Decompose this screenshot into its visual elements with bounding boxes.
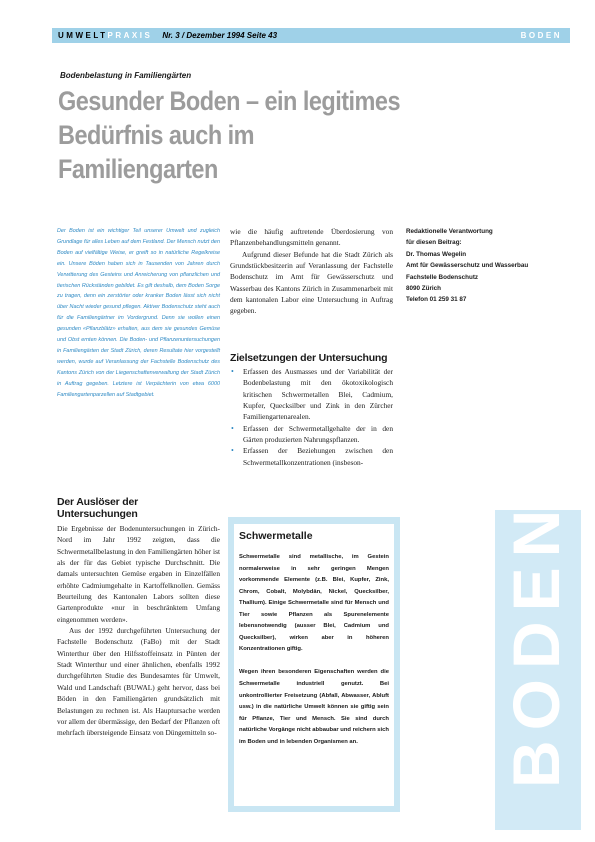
goals-list bbox=[230, 366, 393, 468]
editorial-credits bbox=[406, 226, 556, 306]
info-paragraph: Schwermetalle sind metallische, im Gestein normalerweise in sehr geringen Mengen vorkommende Elemente (z.B. Blei, Kupfer, Zink, Chrom, Cobalt, Molybdän, Nickel, Quecksilber, Thallium). Einige Schwermetalle sind für Mensch und Tier sowie Pflanzen als Spurenelemente lebensnotwendig (ausser Blei, Cadmium und Quecksilber), wirken aber in höheren Konzentrationen giftig. bbox=[239, 554, 389, 653]
credit-line: Redaktionelle Verantwortung bbox=[406, 228, 493, 235]
publication-logo bbox=[52, 31, 152, 40]
list-item: • Erfassen des Ausmasses und der Variabilität der Bodenbelastung mit den ökotoxikologisch kritischen Schwermetallen Blei, Cadmium, Kupfer, Quecksilber und Zink in den Zürcher Familiengartenarealen. bbox=[231, 367, 393, 422]
credit-line: Fachstelle Bodenschutz bbox=[406, 273, 479, 281]
info-box-heavy-metals bbox=[228, 517, 400, 812]
bullet-icon: • bbox=[231, 446, 234, 456]
body-paragraph: wie die häufig auftretende Überdosierung von Pflanzenbehandlungsmitteln genannt. bbox=[230, 227, 393, 248]
info-box-panel bbox=[234, 524, 394, 806]
info-box-text bbox=[239, 552, 389, 748]
header-bar bbox=[52, 28, 570, 43]
credit-line: Telefon 01 259 31 87 bbox=[406, 296, 467, 304]
list-item: • Erfassen der Schwermetallgehalte der in den Gärten produzierten Nahrungspflanzen. bbox=[231, 423, 393, 445]
section-goals bbox=[230, 352, 393, 468]
headline: Gesunder Boden – ein legitimes Bedürfnis auch im Familiengarten bbox=[58, 86, 401, 184]
body-paragraph: Aufgrund dieser Befunde hat die Stadt Zürich als Grundstückbesitzerin auf Veranlassung der Fachstelle Bodenschutz im Amt für Gewässerschutz und Wasserbau des Kantons Zürich in Zusammenarbeit mit dem kantonalen Labor eine Untersuchung in Auftrag gegeben. bbox=[230, 249, 393, 316]
side-label-text: BODEN bbox=[499, 499, 573, 788]
section-trigger bbox=[57, 496, 220, 739]
info-paragraph: Wegen ihren besonderen Eigenschaften werden die Schwermetalle industriell genutzt. Bei unkontrollierter Freisetzung (Abfall, Abwasser, Abluft usw.) in die natürliche Umwelt können sie giftig sein für Pflanze, Tier und Mensch. Sie sind durch natürliche Vorgänge nicht abbaubar und reichern sich im Boden und in lebenden Organismen an. bbox=[239, 669, 389, 745]
issue-info: Nr. 3 / Dezember 1994 Seite 43 bbox=[162, 31, 278, 40]
body-paragraph: Die Ergebnisse der Bodenuntersuchungen in Zürich-Nord im Jahr 1992 zeigten, dass die Schwermetallbelastung in den Familiengärten höher ist als der für das Gebiet typische Durchschnitt. Die damals untersuchten Gemüse ergaben in Einzelfällen erhöhte Cadmiumgehalte in Kartoffelknollen. Gemäss Beurteilung des Kantonalen Labors sollten diese Gartenprodukte «nur in beschränktem Umfang eingenommen werden». bbox=[57, 524, 220, 624]
credit-line: Dr. Thomas Wegelin bbox=[406, 250, 467, 258]
section-trigger-title: Der Auslöser der Untersuchungen bbox=[57, 496, 139, 520]
intro-text: Der Boden ist ein wichtiger Teil unserer Umwelt und zugleich Grundlage für alles Leben auf dem Festland. Der Mensch nutzt den Boden auf vielfältige Weise, er greift so in natürliche Regelkreise ein. Unsere Böden haben sich in Tausenden von Jahren durch Verwitterung des Gesteins und Anreicherung von pflanzlichen und tierischen Rückständen gebildet. Es gilt deshalb, dem Boden Sorge zu tragen, denn ein zerstörter oder kranker Boden lässt sich nicht über Nacht wieder gesund pflegen. Aktiver Bodenschutz steht auch für die Familiengärtner im Vordergrund. Denn sie wollen einen gesunden «Pflanzblätz» erhalten, aus dem sie gesundes Gemüse und Obst ernten können. Die Boden- und Pflanzenuntersuchungen in Familiengärten der Stadt Zürich, deren Resultate hier vorgestellt werden, wurde auf Veranlassung der Fachstelle Bodenschutz des Kantons Zürich von der Liegenschaftenverwaltung der Stadt Zürich in Auftrag gegeben. Letztere ist Verpächterin von etwa 6000 Familiengartenparzellen auf Stadtgebiet. bbox=[57, 228, 220, 398]
list-item: • Erfassen der Beziehungen zwischen den Schwermetallkonzentrationen (insbeson- bbox=[231, 446, 393, 467]
section-label: BODEN bbox=[520, 31, 562, 40]
logo-praxis: PRAXIS bbox=[107, 31, 153, 40]
logo-umwelt: UMWELT bbox=[58, 31, 108, 40]
section-goals-title: Zielsetzungen der Untersuchung bbox=[230, 352, 388, 364]
bullet-icon: • bbox=[231, 367, 234, 376]
credit-line: 8090 Zürich bbox=[406, 285, 441, 293]
bullet-icon: • bbox=[231, 423, 234, 433]
column-2-continued bbox=[230, 226, 393, 317]
credit-line: für diesen Beitrag: bbox=[406, 239, 462, 247]
kicker: Bodenbelastung in Familiengärten bbox=[60, 71, 192, 80]
body-paragraph: Aus der 1992 durchgeführten Untersuchung der Fachstelle Bodenschutz (FaBo) mit der Stadt Winterthur über den Hilfsstoffeinsatz in Pünten der Stadt Winterthur und einer ähnlichen, ebenfalls 1992 durchgeführten Studie des Bundesamtes für Umwelt, Wald und Landschaft (BUWAL) geht hervor, dass bei Böden in den Familiengärten grundsätzlich mit Belastungen zu rechnen ist. Als Hauptursache werden vor allem der übermässige, den Bedarf der Pflanzen oft mehrfach übersteigende Einsatz von Düngemitteln so- bbox=[57, 626, 220, 738]
info-box-title: Schwermetalle bbox=[239, 530, 313, 542]
credit-line: Amt für Gewässerschutz und Wasserbau bbox=[406, 262, 529, 270]
